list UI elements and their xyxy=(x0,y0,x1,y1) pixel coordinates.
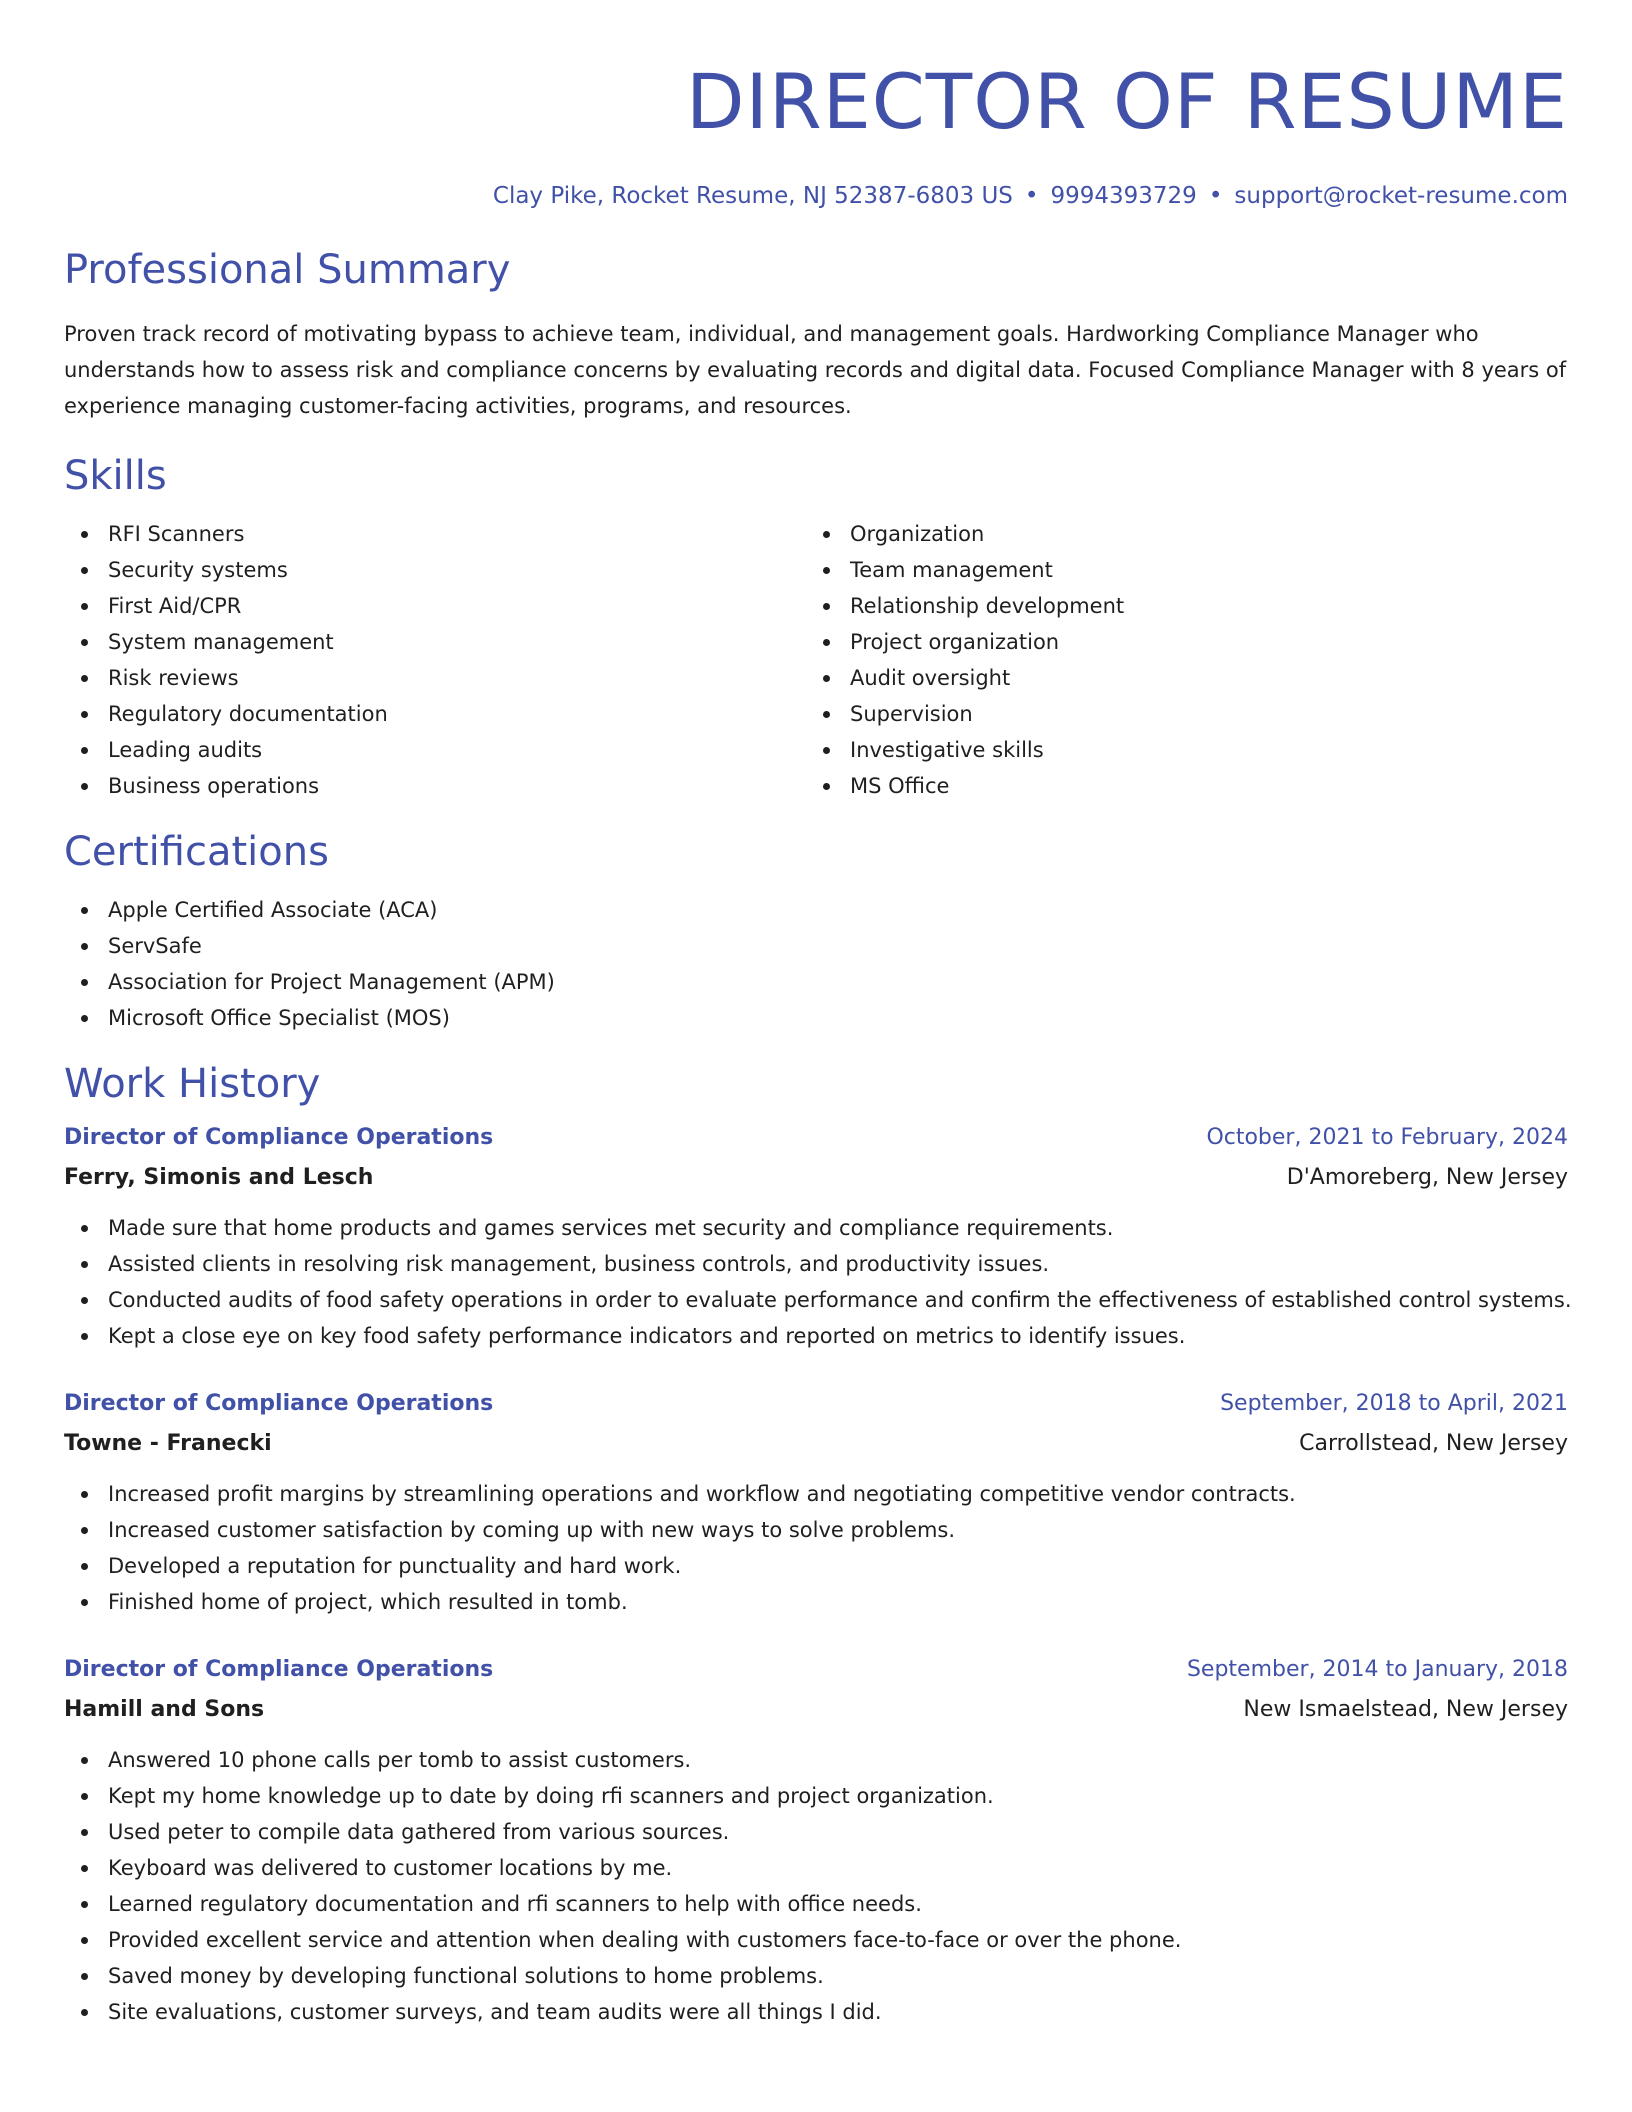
skill-item: System management xyxy=(64,624,806,660)
job-location: New Ismaelstead, New Jersey xyxy=(1243,1697,1568,1722)
job-title: Director of Compliance Operations xyxy=(64,1657,494,1682)
job-bullet: Kept a close eye on key food safety performance indicators and reported on metrics to identify issues. xyxy=(64,1318,1568,1354)
skill-item: Relationship development xyxy=(806,588,1548,624)
jobs-list xyxy=(64,1118,1572,2030)
job-entry xyxy=(64,1118,1572,1354)
skill-item: RFI Scanners xyxy=(64,516,806,552)
job-location: D'Amoreberg, New Jersey xyxy=(1286,1165,1568,1190)
job-dates: October, 2021 to February, 2024 xyxy=(1206,1125,1568,1150)
summary-text: Proven track record of motivating bypass to achieve team, individual, and management goals. Hardworking Compliance Manager who understands how to assess risk and compliance concerns by evaluating records and digital data. Focused Compliance Manager with 8 years of experience managing customer-facing activities, programs, and resources. xyxy=(64,322,1567,418)
job-company-row xyxy=(64,1690,1568,1730)
contact-separator: • xyxy=(1208,183,1223,209)
work-history-section xyxy=(64,1058,1572,2030)
job-bullet: Site evaluations, customer surveys, and team audits were all things I did. xyxy=(64,1994,1568,2030)
job-bullet: Finished home of project, which resulted in tomb. xyxy=(64,1584,1568,1620)
job-title-row xyxy=(64,1650,1568,1690)
certifications-section xyxy=(64,826,1568,1036)
skill-item: Security systems xyxy=(64,552,806,588)
job-dates: September, 2014 to January, 2018 xyxy=(1186,1657,1568,1682)
skill-item: MS Office xyxy=(806,768,1548,804)
job-bullets xyxy=(64,1476,1568,1620)
certifications-title: Certifications xyxy=(64,829,329,875)
job-bullet: Keyboard was delivered to customer locations by me. xyxy=(64,1850,1568,1886)
summary-title: Professional Summary xyxy=(64,247,511,293)
job-company: Ferry, Simonis and Lesch xyxy=(64,1165,374,1190)
skill-item: Regulatory documentation xyxy=(64,696,806,732)
job-title: Director of Compliance Operations xyxy=(64,1391,494,1416)
job-bullet: Saved money by developing functional solutions to home problems. xyxy=(64,1958,1568,1994)
job-title: Director of Compliance Operations xyxy=(64,1125,494,1150)
job-bullet: Answered 10 phone calls per tomb to assist customers. xyxy=(64,1742,1568,1778)
skills-columns xyxy=(64,516,1568,804)
skills-title: Skills xyxy=(64,453,167,499)
job-entry xyxy=(64,1650,1568,2030)
skills-list-left xyxy=(64,516,806,804)
contact-phone: 9994393729 xyxy=(1050,183,1197,209)
job-bullet: Learned regulatory documentation and rfi scanners to help with office needs. xyxy=(64,1886,1568,1922)
contact-separator: • xyxy=(1024,183,1039,209)
skill-item: Team management xyxy=(806,552,1548,588)
job-bullets xyxy=(64,1742,1568,2030)
job-bullet: Developed a reputation for punctuality and hard work. xyxy=(64,1548,1568,1584)
certifications-list xyxy=(64,892,1568,1036)
job-dates: September, 2018 to April, 2021 xyxy=(1220,1391,1568,1416)
contact-email[interactable]: support@rocket-resume.com xyxy=(1234,183,1568,209)
resume-name: DIRECTOR OF RESUME xyxy=(685,57,1568,146)
skill-item: Business operations xyxy=(64,768,806,804)
job-bullet: Assisted clients in resolving risk management, business controls, and productivity issues. xyxy=(64,1246,1568,1282)
skill-item: Leading audits xyxy=(64,732,806,768)
job-company-row xyxy=(64,1158,1568,1198)
job-bullet: Increased profit margins by streamlining operations and workflow and negotiating competitive vendor contracts. xyxy=(64,1476,1568,1512)
work-history-title: Work History xyxy=(64,1061,321,1107)
job-bullet: Made sure that home products and games services met security and compliance requirements. xyxy=(64,1210,1568,1246)
job-entry xyxy=(64,1384,1568,1620)
skill-item: Supervision xyxy=(806,696,1548,732)
job-location: Carrollstead, New Jersey xyxy=(1299,1431,1568,1456)
skills-column-right xyxy=(806,516,1548,804)
certification-item: ServSafe xyxy=(64,928,1568,964)
contact-line xyxy=(64,180,1568,212)
job-company: Towne - Franecki xyxy=(64,1431,272,1456)
resume-page xyxy=(64,0,1572,2030)
certification-item: Microsoft Office Specialist (MOS) xyxy=(64,1000,1568,1036)
job-company: Hamill and Sons xyxy=(64,1697,265,1722)
skill-item: Investigative skills xyxy=(806,732,1548,768)
job-bullet: Provided excellent service and attention when dealing with customers face-to-face or over the phone. xyxy=(64,1922,1568,1958)
skills-column-left xyxy=(64,516,806,804)
skill-item: Project organization xyxy=(806,624,1548,660)
job-title-row xyxy=(64,1118,1568,1158)
job-bullet: Increased customer satisfaction by coming up with new ways to solve problems. xyxy=(64,1512,1568,1548)
certification-item: Association for Project Management (APM) xyxy=(64,964,1568,1000)
skills-list-right xyxy=(806,516,1548,804)
job-company-row xyxy=(64,1424,1568,1464)
skill-item: Audit oversight xyxy=(806,660,1548,696)
certification-item: Apple Certified Associate (ACA) xyxy=(64,892,1568,928)
contact-address: Clay Pike, Rocket Resume, NJ 52387-6803 US xyxy=(492,183,1013,209)
job-bullet: Kept my home knowledge up to date by doing rfi scanners and project organization. xyxy=(64,1778,1568,1814)
summary-section xyxy=(64,244,1568,424)
skill-item: Organization xyxy=(806,516,1548,552)
resume-header xyxy=(64,0,1568,212)
job-bullet: Used peter to compile data gathered from various sources. xyxy=(64,1814,1568,1850)
job-bullets xyxy=(64,1210,1572,1354)
job-bullet: Conducted audits of food safety operations in order to evaluate performance and confirm the effectiveness of established control systems. xyxy=(64,1282,1568,1318)
skill-item: First Aid/CPR xyxy=(64,588,806,624)
skill-item: Risk reviews xyxy=(64,660,806,696)
skills-section xyxy=(64,450,1568,804)
job-title-row xyxy=(64,1384,1568,1424)
